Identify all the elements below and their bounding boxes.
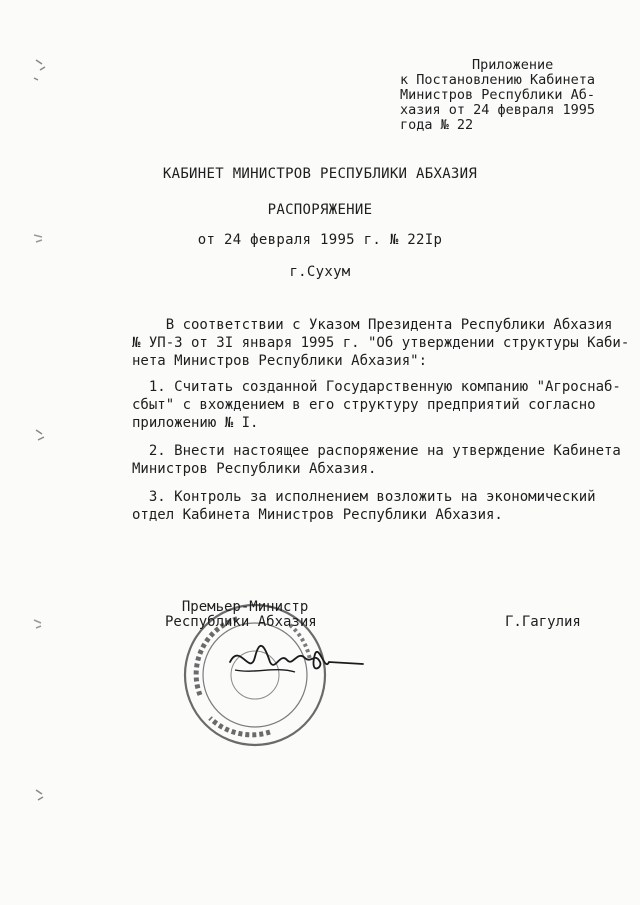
intro-paragraph: В соответствии с Указом Президента Республики Абхазия № УП-3 от 3I января 1995 г. "Об утверждении структуры Каби- нета Министров Республики Абхазия": xyxy=(132,317,630,369)
document-city: г.Сухум xyxy=(289,264,351,280)
appendix-note xyxy=(400,58,610,133)
order-item-2: 2. Внести настоящее распоряжение на утверждение Кабинета Министров Республики Абхазия. xyxy=(132,443,621,477)
handwritten-signature-icon xyxy=(225,632,365,692)
organization-heading: КАБИНЕТ МИНИСТРОВ РЕСПУБЛИКИ АБХАЗИЯ xyxy=(162,166,478,182)
document-type: РАСПОРЯЖЕНИЕ xyxy=(267,202,373,218)
document-date-number: от 24 февраля 1995 г. № 22Iр xyxy=(197,232,443,248)
appendix-line: года № 22 xyxy=(400,117,474,133)
appendix-line: хазия от 24 февраля 1995 xyxy=(400,102,596,118)
appendix-title: Приложение xyxy=(472,57,554,73)
appendix-line: Министров Республики Аб- xyxy=(400,87,596,103)
order-item-1: 1. Считать созданной Государственную компанию "Агроснаб- сбыт" с вхождением в его структуру предприятий согласно приложению № I. xyxy=(132,379,621,431)
signatory-title: Премьер-Министр Республики Абхазия xyxy=(165,599,317,630)
order-item-3: 3. Контроль за исполнением возложить на экономический отдел Кабинета Министров Республики Абхазия. xyxy=(132,489,596,523)
signatory-name: Г.Гагулия xyxy=(505,614,581,630)
appendix-line: к Постановлению Кабинета xyxy=(400,72,596,88)
